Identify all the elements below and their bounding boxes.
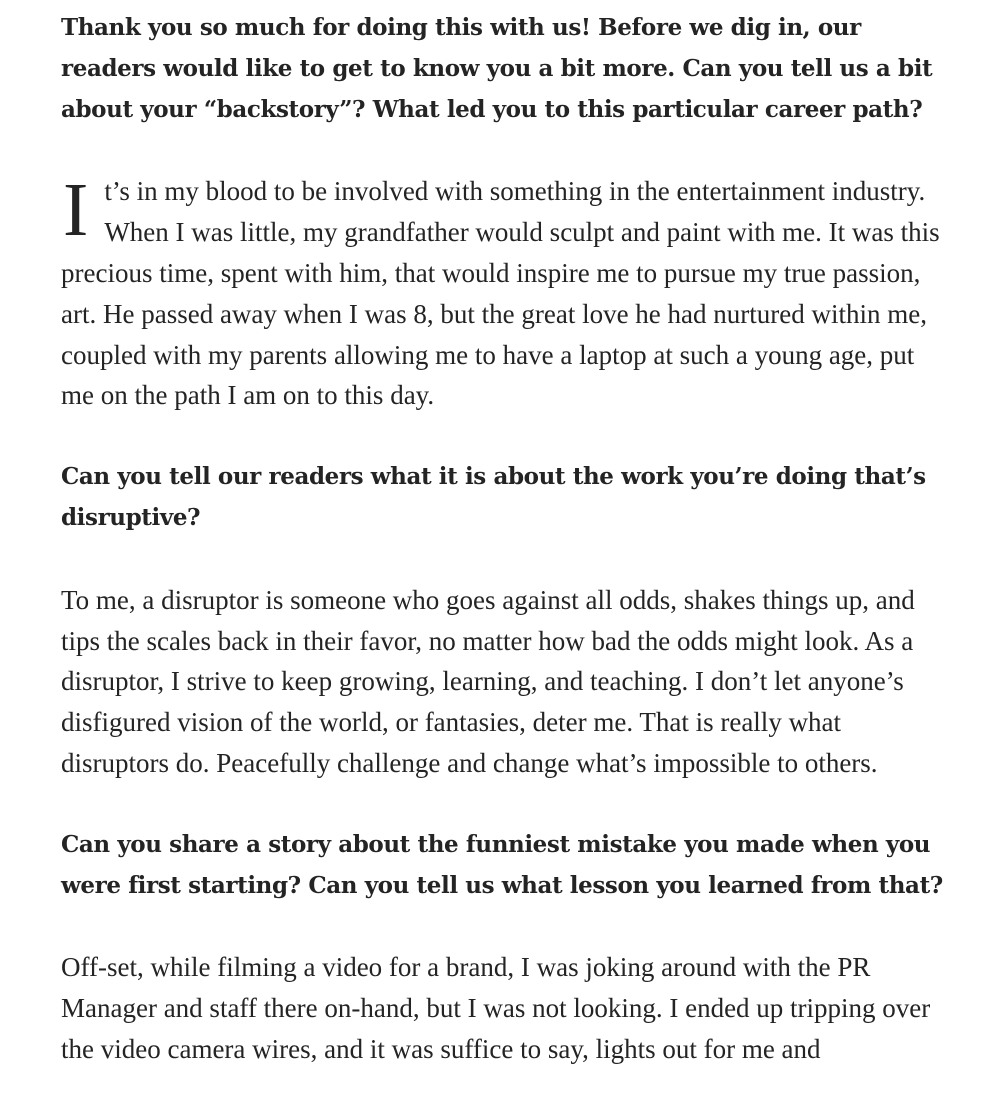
interview-answer: Off-set, while filming a video for a brand, I was joking around with the PR Manager and staff there on-hand, but I was not looking. I ended up tripping over the video camera wires, and it was suffice to say, lights out for me and: [61, 952, 931, 1064]
drop-cap: I: [63, 168, 89, 253]
interview-question: Can you share a story about the funniest mistake you made when you were first starting? Can you tell us what lesson you learned from that?: [61, 830, 943, 899]
interview-answer: [61, 168, 951, 416]
interview-answer: To me, a disruptor is someone who goes against all odds, shakes things up, and tips the scales back in their favor, no matter how bad the odds might look. As a disruptor, I strive to keep growing, learning, and teaching. I don’t let anyone’s disfigured vision of the world, or fantasies, deter me. That is really what disruptors do. Peacefully challenge and change what’s impossible to others.: [61, 584, 915, 778]
article-body: [61, 8, 951, 1070]
interview-question: Can you tell our readers what it is about the work you’re doing that’s disruptive?: [61, 463, 926, 531]
answer-text: t’s in my blood to be involved with something in the entertainment industry. When I was little, my grandfather would sculpt and paint with me. It was this precious time, spent with him, that would inspire me to pursue my true passion, art. He passed away when I was 8, but the great love he had nurtured within me, coupled with my parents allowing me to have a laptop at such a young age, put me on the path I am on to this day.: [61, 176, 940, 411]
interview-question: Thank you so much for doing this with us! Before we dig in, our readers would like to get to know you a bit more. Can you tell us a bit about your “backstory”? What led you to this particular career path?: [61, 14, 933, 123]
